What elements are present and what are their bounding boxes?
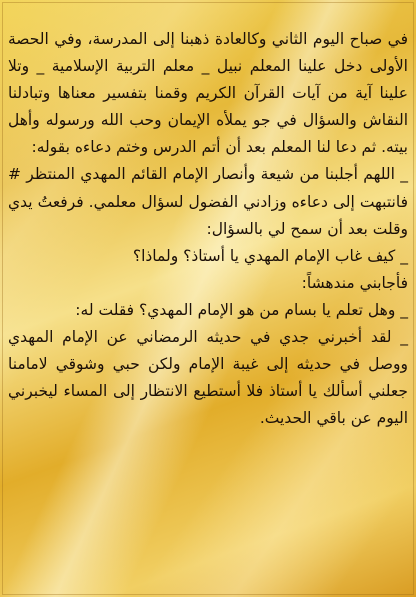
paragraph-student-answer: _ لقد أخبرني جدي في حديثه الرمضاني عن الإمام المهدي ووصل في حديثه إلى غيبة الإمام ولكن حبي وشوقي لامامنا جعلني أسألك يا أستاذ فلا أستطيع الانتظار إلى المساء ليخبرني اليوم عن باقي الحديث. [8, 328, 408, 428]
story-text [8, 26, 408, 432]
paragraph-intro: في صباح اليوم الثاني وكالعادة ذهبنا إلى المدرسة، وفي الحصة الأولى دخل علينا المعلم نبيل _ معلم التربية الإسلامية _ وتلا علينا آية من آيات القرآن الكريم وقمنا بتفسير معناها وتبادلنا النقاش والسؤال في جو يملأه الإيمان وحب الله ورسوله وأهل بيته. ثم دعا لنا المعلم بعد أن أتم الدرس وختم دعاءه بقوله: [8, 30, 408, 157]
paragraph-prayer: _ اللهم أجلبنا من شيعة وأنصار الإمام القائم المهدي المنتظر # فانتبهت إلى دعاءه وزادني الفضول لسؤال معلمي. فرفعتُ يدي وقلت بعد أن سمح لي بالسؤال: [8, 165, 408, 238]
paragraph-teacher-reply: فأجابني مندهشاً: [301, 273, 408, 292]
paragraph-teacher-question: _ وهل تعلم يا بسام من هو الإمام المهدي؟ فقلت له: [75, 300, 408, 319]
paragraph-question: _ كيف غاب الإمام المهدي يا أستاذ؟ ولماذا؟ [132, 246, 408, 265]
